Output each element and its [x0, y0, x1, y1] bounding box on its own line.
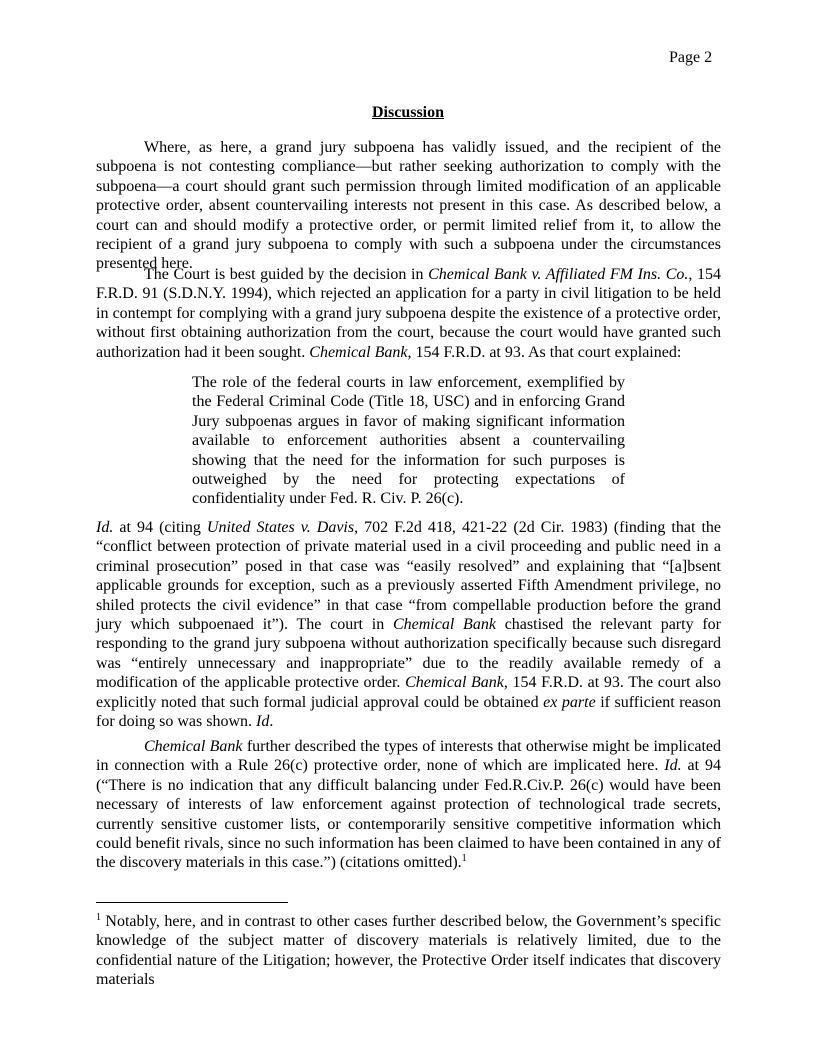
footnote-text: Notably, here, and in contrast to other cases further described below, the Government’s specific knowledge of the subject matter of discovery materials is relatively limited, due to the confidential nature of the Litigation; however, the Protective Order itself indicates that discovery materials — [96, 913, 721, 989]
footnote-reference[interactable]: 1 — [461, 853, 467, 865]
case-citation: Chemical Bank — [309, 343, 408, 361]
text: , 154 F.R.D. at 93. As that court explained: — [407, 343, 682, 361]
text: further described the types of interests that otherwise might be implicated in connection with a Rule 26(c) protective order, none of which are implicated here. — [96, 738, 721, 775]
text: at 94 (“There is no indication that any difficult balancing under Fed.R.Civ.P. 26(c) would have been necessary of interests of law enforcement against protection of technological trade secrets, currently sensitive customer lists, or contemporarily sensitive competitive information which could benefit rivals, since no such information has been claimed to have been contained in any of the discovery materials in this case.”) (citations omitted). — [96, 757, 721, 872]
page-number: Page 2 — [669, 49, 713, 66]
section-heading: Discussion — [371, 104, 445, 121]
text: , 702 F.2d 418, 421-22 (2d Cir. 1983) (finding that the “conflict between protection of private material used in a civil proceeding and public need in a criminal prosecution” posed in that case was “easily resolved” and explaining that “[a]bsent applicable grounds for exception, such as a previously asserted Fifth Amendment privilege, no shiled protects the civil evidence” in that case “from compellable production before the grand jury which subpoenaed it”). The court in — [96, 519, 722, 634]
case-citation: United States v. Davis — [206, 519, 355, 536]
case-citation: Chemical Bank — [144, 738, 243, 755]
text: . — [269, 713, 274, 731]
id-citation: Id. — [96, 519, 114, 536]
case-citation: Chemical Bank v. Affiliated FM Ins. Co. — [428, 266, 689, 283]
footnote-divider — [96, 902, 288, 903]
text: , 154 F.R.D. at 93. The court also explicitly noted that such formal judicial approval could be obtained — [96, 674, 722, 711]
id-citation: Id — [256, 713, 270, 731]
block-quote: The role of the federal courts in law enforcement, exemplified by the Federal Criminal Code (Title 18, USC) and in enforcing Grand Jury subpoenas argues in favor of making significant information available to enforcement authorities absent a countervailing showing that the need for the information for such purposes is outweighed by the need for protecting expectations of confidentiality under Fed. R. Civ. P. 26(c). — [192, 374, 625, 508]
text: chastised the relevant party for responding to the grand jury subpoena without authorization specifically because such disregard was “entirely unnecessary and inappropriate” due to the readily available remedy of a modification of the applicable protective order. — [96, 616, 721, 692]
text: at 94 (citing — [113, 519, 207, 536]
text: The Court is best guided by the decision in — [144, 266, 429, 283]
case-citation: Chemical Bank — [405, 674, 504, 692]
paragraph-4 — [96, 737, 721, 873]
text: if sufficient reason for doing so was shown. — [96, 693, 721, 731]
footnote-marker: 1 — [96, 912, 101, 923]
paragraph-3 — [96, 518, 721, 731]
paragraph-1: Where, as here, a grand jury subpoena has validly issued, and the recipient of the subpoena is not contesting compliance—but rather seeking authorization to comply with the subpoena—a court should grant such permission through limited modification of an applicable protective order, absent countervailing interests not present in this case. As described below, a court can and should modify a protective order, or permit limited relief from it, to allow the recipient of a grand jury subpoena to comply with such a subpoena under the circumstances presented here. — [96, 139, 721, 273]
id-citation: Id. — [664, 757, 682, 775]
text: , 154 F.R.D. 91 (S.D.N.Y. 1994), which rejected an application for a party in civil litigation to be held in contempt for complying with a grand jury subpoena despite the existence of a protective order, without first obtaining authorization from the court, because the court would have granted such authorization had it been sought. — [96, 266, 722, 361]
paragraph-2 — [96, 265, 721, 362]
latin-term: ex parte — [543, 693, 596, 711]
footnote — [96, 912, 721, 990]
case-citation: Chemical Bank — [392, 616, 496, 634]
